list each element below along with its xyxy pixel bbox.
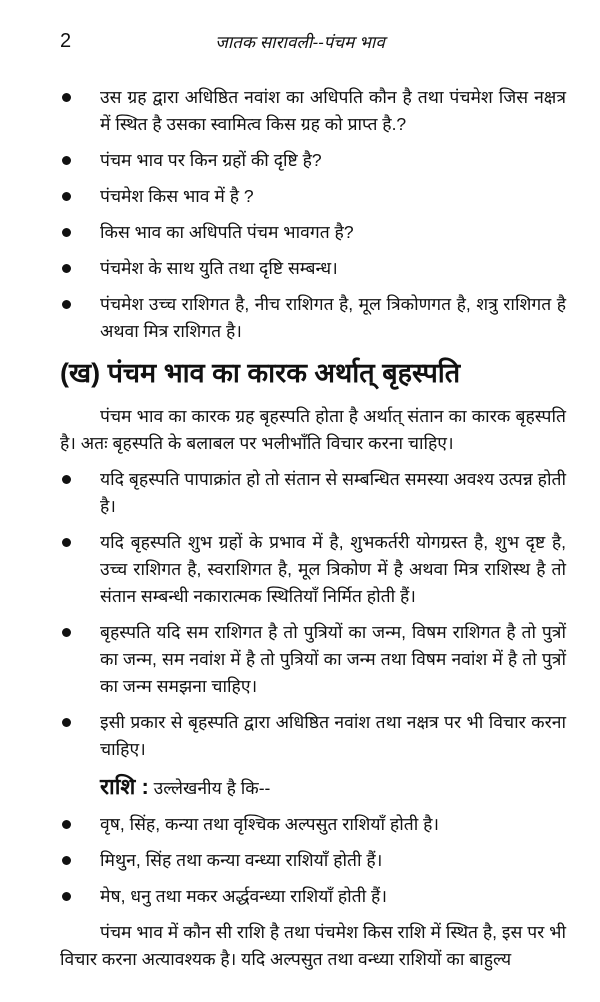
list-item: उस ग्रह द्वारा अधिष्ठित नवांश का अधिपति कौन है तथा पंचमेश जिस नक्षत्र में स्थित है उसका स्वामित्व किस ग्रह को प्राप्त है.? <box>62 84 566 138</box>
list-item: यदि बृहस्पति पापाक्रांत हो तो संतान से सम्बन्धित समस्या अवश्य उत्पन्न होती है। <box>62 466 566 520</box>
bullet-icon <box>62 93 71 102</box>
list-item: पंचमेश के साथ युति तथा दृष्टि सम्बन्ध। <box>62 255 566 282</box>
list-item: इसी प्रकार से बृहस्पति द्वारा अधिष्ठित नवांश तथा नक्षत्र पर भी विचार करना चाहिए। <box>62 709 566 763</box>
list-item: यदि बृहस्पति शुभ ग्रहों के प्रभाव में है, शुभकर्तरी योगग्रस्त है, शुभ दृष्ट है, उच्च राशिगत है, स्वराशिगत है, मूल त्रिकोण में है अथवा मित्र राशिस्थ है तो संतान सम्बन्धी नकारात्मक स्थितियाँ निर्मित होती हैं। <box>62 529 566 610</box>
bullet-icon <box>62 192 71 201</box>
page-number: 2 <box>60 30 72 52</box>
section-heading: (ख) पंचम भाव का कारक अर्थात् बृहस्पति <box>60 358 461 388</box>
list-item: पंचमेश उच्च राशिगत है, नीच राशिगत है, मूल त्रिकोणगत है, शत्रु राशिगत है अथवा मित्र राशिगत है। <box>62 291 566 345</box>
closing-paragraph: पंचम भाव में कौन सी राशि है तथा पंचमेश किस राशि में स्थित है, इस पर भी विचार करना अत्यावश्यक है। यदि अल्पसुत तथा वन्ध्या राशियों का बाहुल्य <box>60 922 566 969</box>
bullet-icon <box>62 475 71 484</box>
bullet-icon <box>62 264 71 273</box>
bullet-icon <box>62 538 71 547</box>
list-item: मेष, धनु तथा मकर अर्द्धवन्ध्या राशियाँ होती हैं। <box>62 883 566 910</box>
bullet-icon <box>62 628 71 637</box>
list-item: किस भाव का अधिपति पंचम भावगत है? <box>62 219 566 246</box>
bullet-icon <box>62 300 71 309</box>
rashi-line <box>100 772 566 803</box>
rashi-text: उल्लेखनीय है कि-- <box>153 778 271 798</box>
intro-paragraph: पंचम भाव का कारक ग्रह बृहस्पति होता है अर्थात् संतान का कारक बृहस्पति है। अतः बृहस्पति के बलाबल पर भलीभाँति विचार करना चाहिए। <box>60 406 566 453</box>
bullet-icon <box>62 892 71 901</box>
list-item: पंचम भाव पर किन ग्रहों की दृष्टि है? <box>62 147 566 174</box>
list-item: मिथुन, सिंह तथा कन्या वन्ध्या राशियाँ होती हैं। <box>62 847 566 874</box>
list-item: वृष, सिंह, कन्या तथा वृश्चिक अल्पसुत राशियाँ होती है। <box>62 811 566 838</box>
bullet-icon <box>62 856 71 865</box>
bullet-icon <box>62 820 71 829</box>
list-item: बृहस्पति यदि सम राशिगत है तो पुत्रियों का जन्म, विषम राशिगत है तो पुत्रों का जन्म, सम नवांश में है तो पुत्रियों का जन्म तथा विषम नवांश में है तो पुत्रों का जन्म समझना चाहिए। <box>62 619 566 700</box>
bullet-icon <box>62 718 71 727</box>
bullet-icon <box>62 156 71 165</box>
list-item: पंचमेश किस भाव में है ? <box>62 183 566 210</box>
running-header: जातक सारावली--पंचम भाव <box>215 33 385 52</box>
bullet-icon <box>62 228 71 237</box>
rashi-label: राशि : <box>100 774 149 799</box>
page-header <box>60 28 566 60</box>
